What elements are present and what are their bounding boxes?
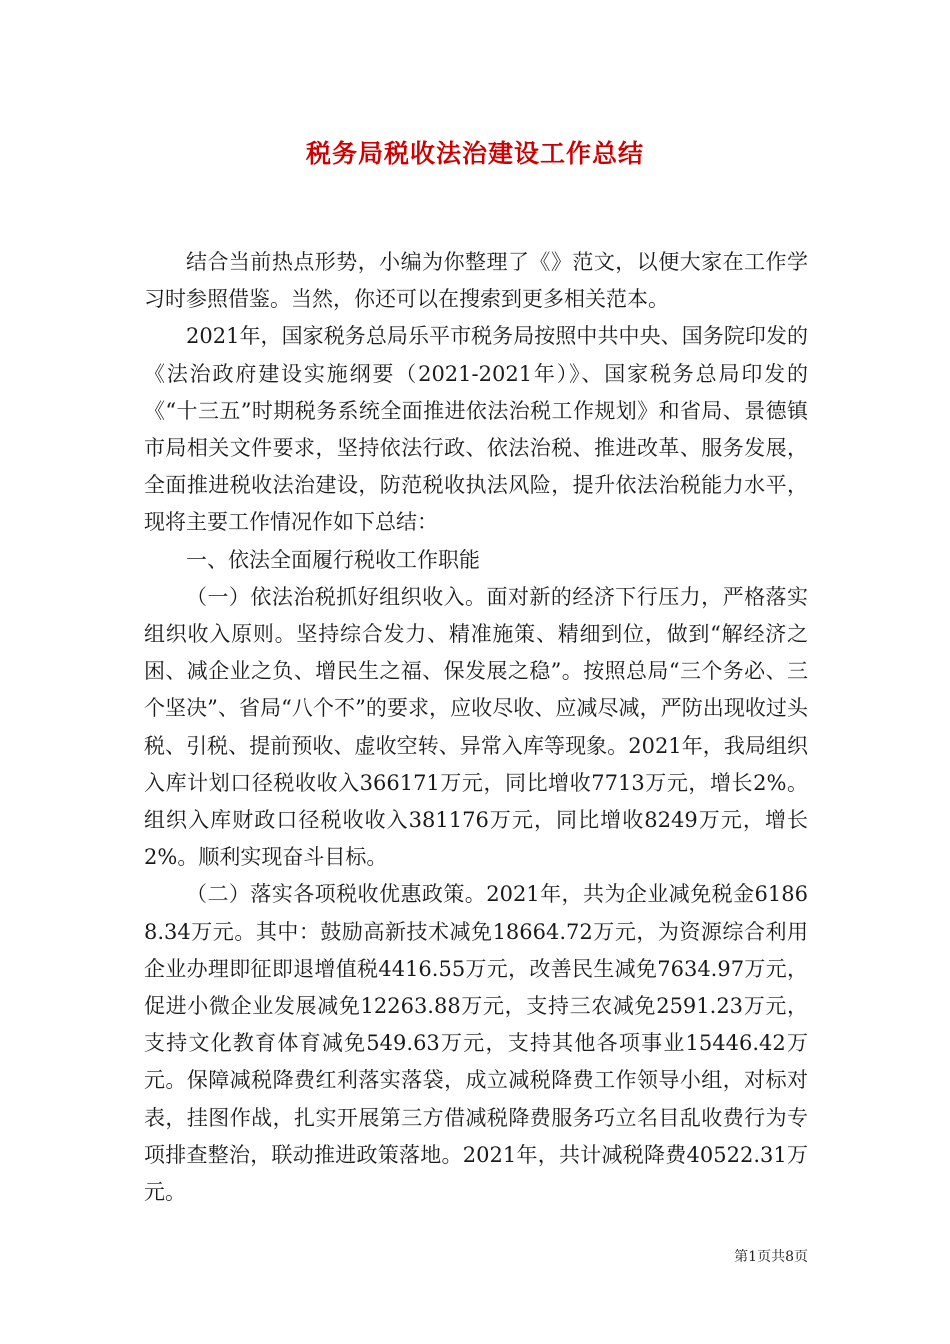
paragraph-section-1-1: （一）依法治税抓好组织收入。面对新的经济下行压力，严格落实组织收入原则。坚持综合发力、精准施策、精细到位，做到“解经济之困、减企业之负、增民生之福、保发展之稳”。按照总局“三个务必、三个坚决”、省局“八个不”的要求，应收尽收、应减尽减，严防出现收过头税、引税、提前预收、虚收空转、异常入库等现象。2021年，我局组织入库计划口径税收收入366171万元，同比增收7713万元，增长2%。组织入库财政口径税收收入381176万元，同比增收8249万元，增长2%。顺利实现奋斗目标。	[144, 584, 808, 870]
section-heading-1: 一、依法全面履行税收工作职能	[186, 547, 480, 572]
page-number: 第1页共8页	[734, 1249, 808, 1265]
paragraph-section-1-2: （二）落实各项税收优惠政策。2021年，共为企业减免税金61868.34万元。其中：鼓励高新技术减免18664.72万元，为资源综合利用企业办理即征即退增值税4416.55万元，改善民生减免7634.97万元，促进小微企业发展减免12263.88万元，支持三农减免2591.23万元，支持文化教育体育减免549.63万元，支持其他各项事业15446.42万元。保障减税降费红利落实落袋，成立减税降费工作领导小组，对标对表，挂图作战，扎实开展第三方借减税降费服务巧立名目乱收费行为专项排查整治，联动推进政策落地。2021年，共计减税降费40522.31万元。	[144, 882, 808, 1205]
document-title: 税务局税收法治建设工作总结	[305, 139, 644, 168]
paragraph-intro: 结合当前热点形势，小编为你整理了《》范文，以便大家在工作学习时参照借鉴。当然，你还可以在搜索到更多相关范本。	[144, 250, 808, 312]
paragraph-summary: 2021年，国家税务总局乐平市税务局按照中共中央、国务院印发的《法治政府建设实施纲要（2021-2021年）》、国家税务总局印发的《“十三五”时期税务系统全面推进依法治税工作规划》和省局、景德镇市局相关文件要求，坚持依法行政、依法治税、推进改革、服务发展，全面推进税收法治建设，防范税收执法风险，提升依法治税能力水平，现将主要工作情况作如下总结：	[144, 324, 808, 535]
document-body	[144, 244, 808, 1211]
